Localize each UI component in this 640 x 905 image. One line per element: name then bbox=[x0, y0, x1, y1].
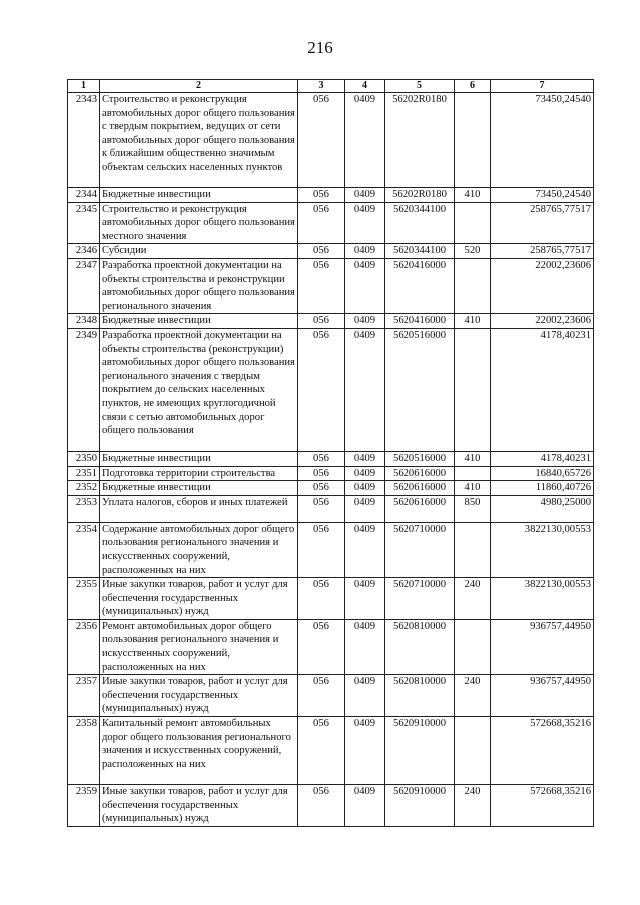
table-row bbox=[68, 717, 594, 785]
table-row bbox=[68, 495, 594, 522]
row-section-code: 0409 bbox=[345, 258, 385, 313]
row-section-code: 0409 bbox=[345, 314, 385, 329]
row-expense-type: 240 bbox=[455, 785, 491, 827]
row-name: Бюджетные инвестиции bbox=[100, 188, 298, 203]
row-section-code: 0409 bbox=[345, 451, 385, 466]
row-expense-type bbox=[455, 619, 491, 674]
row-number: 2346 bbox=[68, 244, 100, 259]
row-target-code: 5620910000 bbox=[385, 717, 455, 785]
row-target-code: 5620516000 bbox=[385, 451, 455, 466]
row-name: Ремонт автомобильных дорог общего пользования регионального значения и искусственных сооружений, расположенных на них bbox=[100, 619, 298, 674]
row-target-code: 5620810000 bbox=[385, 619, 455, 674]
row-target-code: 5620344100 bbox=[385, 202, 455, 244]
row-section-code: 0409 bbox=[345, 785, 385, 827]
table-row bbox=[68, 451, 594, 466]
row-number: 2354 bbox=[68, 522, 100, 577]
row-expense-type: 410 bbox=[455, 451, 491, 466]
row-amount: 22002,23606 bbox=[491, 258, 594, 313]
row-expense-type bbox=[455, 717, 491, 785]
row-number: 2348 bbox=[68, 314, 100, 329]
row-admin-code: 056 bbox=[298, 495, 345, 522]
row-amount: 3822130,00553 bbox=[491, 578, 594, 620]
row-number: 2347 bbox=[68, 258, 100, 313]
row-name: Уплата налогов, сборов и иных платежей bbox=[100, 495, 298, 522]
row-number: 2351 bbox=[68, 466, 100, 481]
row-number: 2357 bbox=[68, 675, 100, 717]
row-name: Бюджетные инвестиции bbox=[100, 451, 298, 466]
row-expense-type: 410 bbox=[455, 188, 491, 203]
row-amount: 3822130,00553 bbox=[491, 522, 594, 577]
row-amount: 22002,23606 bbox=[491, 314, 594, 329]
row-name: Разработка проектной документации на объекты строительства и реконструкции автомобильных дорог общего пользования регионального значения bbox=[100, 258, 298, 313]
row-admin-code: 056 bbox=[298, 466, 345, 481]
row-section-code: 0409 bbox=[345, 328, 385, 451]
row-name: Строительство и реконструкция автомобильных дорог общего пользования с твердым покрытием, ведущих от сети автомобильных дорог общего пользования к ближайшим общественно значимым объектам сельских населенных пунктов bbox=[100, 93, 298, 188]
budget-table bbox=[67, 79, 594, 827]
table-row bbox=[68, 93, 594, 188]
row-amount: 4980,25000 bbox=[491, 495, 594, 522]
row-name: Иные закупки товаров, работ и услуг для обеспечения государственных (муниципальных) нужд bbox=[100, 578, 298, 620]
row-admin-code: 056 bbox=[298, 244, 345, 259]
row-amount: 258765,77517 bbox=[491, 202, 594, 244]
row-expense-type: 410 bbox=[455, 314, 491, 329]
table-row bbox=[68, 202, 594, 244]
row-admin-code: 056 bbox=[298, 717, 345, 785]
table-row bbox=[68, 785, 594, 827]
row-target-code: 56202R0180 bbox=[385, 188, 455, 203]
table-row bbox=[68, 188, 594, 203]
row-admin-code: 056 bbox=[298, 578, 345, 620]
column-header: 6 bbox=[455, 80, 491, 93]
row-name: Капитальный ремонт автомобильных дорог общего пользования регионального значения и искусственных сооружений, расположенных на них bbox=[100, 717, 298, 785]
row-target-code: 5620616000 bbox=[385, 466, 455, 481]
row-target-code: 5620710000 bbox=[385, 522, 455, 577]
row-expense-type bbox=[455, 202, 491, 244]
table-row bbox=[68, 466, 594, 481]
row-expense-type bbox=[455, 466, 491, 481]
row-expense-type bbox=[455, 522, 491, 577]
row-number: 2353 bbox=[68, 495, 100, 522]
row-admin-code: 056 bbox=[298, 451, 345, 466]
row-amount: 73450,24540 bbox=[491, 93, 594, 188]
row-expense-type: 410 bbox=[455, 481, 491, 496]
row-expense-type: 240 bbox=[455, 578, 491, 620]
row-target-code: 5620516000 bbox=[385, 328, 455, 451]
row-number: 2352 bbox=[68, 481, 100, 496]
row-name: Иные закупки товаров, работ и услуг для обеспечения государственных (муниципальных) нужд bbox=[100, 675, 298, 717]
row-number: 2356 bbox=[68, 619, 100, 674]
row-name: Разработка проектной документации на объекты строительства (реконструкции) автомобильных дорог общего пользования регионального значения с твердым покрытием до сельских населенных пунктов, не имеющих круглогодичной связи с сетью автомобильных дорог общего пользования bbox=[100, 328, 298, 451]
row-admin-code: 056 bbox=[298, 202, 345, 244]
row-expense-type bbox=[455, 328, 491, 451]
row-target-code: 5620344100 bbox=[385, 244, 455, 259]
table-row bbox=[68, 481, 594, 496]
row-number: 2359 bbox=[68, 785, 100, 827]
row-expense-type: 520 bbox=[455, 244, 491, 259]
row-section-code: 0409 bbox=[345, 244, 385, 259]
row-admin-code: 056 bbox=[298, 93, 345, 188]
row-expense-type: 850 bbox=[455, 495, 491, 522]
row-name: Субсидии bbox=[100, 244, 298, 259]
row-target-code: 56202R0180 bbox=[385, 93, 455, 188]
row-section-code: 0409 bbox=[345, 466, 385, 481]
row-amount: 572668,35216 bbox=[491, 785, 594, 827]
row-target-code: 5620616000 bbox=[385, 481, 455, 496]
row-section-code: 0409 bbox=[345, 481, 385, 496]
row-amount: 4178,40231 bbox=[491, 328, 594, 451]
table-row bbox=[68, 328, 594, 451]
row-admin-code: 056 bbox=[298, 675, 345, 717]
row-target-code: 5620710000 bbox=[385, 578, 455, 620]
row-amount: 258765,77517 bbox=[491, 244, 594, 259]
page-number: 216 bbox=[307, 38, 333, 57]
row-admin-code: 056 bbox=[298, 481, 345, 496]
row-admin-code: 056 bbox=[298, 785, 345, 827]
row-amount: 936757,44950 bbox=[491, 619, 594, 674]
table-row bbox=[68, 258, 594, 313]
row-target-code: 5620810000 bbox=[385, 675, 455, 717]
row-target-code: 5620416000 bbox=[385, 258, 455, 313]
row-section-code: 0409 bbox=[345, 578, 385, 620]
row-target-code: 5620416000 bbox=[385, 314, 455, 329]
row-target-code: 5620910000 bbox=[385, 785, 455, 827]
row-name: Бюджетные инвестиции bbox=[100, 481, 298, 496]
row-admin-code: 056 bbox=[298, 328, 345, 451]
table-row bbox=[68, 522, 594, 577]
column-header: 7 bbox=[491, 80, 594, 93]
column-header: 3 bbox=[298, 80, 345, 93]
table-row bbox=[68, 314, 594, 329]
row-number: 2349 bbox=[68, 328, 100, 451]
row-admin-code: 056 bbox=[298, 522, 345, 577]
row-section-code: 0409 bbox=[345, 188, 385, 203]
row-expense-type: 240 bbox=[455, 675, 491, 717]
table-row bbox=[68, 619, 594, 674]
table-body bbox=[68, 93, 594, 827]
row-section-code: 0409 bbox=[345, 93, 385, 188]
header-row bbox=[68, 80, 594, 93]
row-name: Строительство и реконструкция автомобильных дорог общего пользования местного значения bbox=[100, 202, 298, 244]
row-amount: 16840,65726 bbox=[491, 466, 594, 481]
row-admin-code: 056 bbox=[298, 314, 345, 329]
row-amount: 73450,24540 bbox=[491, 188, 594, 203]
row-number: 2344 bbox=[68, 188, 100, 203]
row-section-code: 0409 bbox=[345, 522, 385, 577]
column-header: 2 bbox=[100, 80, 298, 93]
row-number: 2343 bbox=[68, 93, 100, 188]
table-row bbox=[68, 675, 594, 717]
row-expense-type bbox=[455, 93, 491, 188]
row-section-code: 0409 bbox=[345, 619, 385, 674]
row-name: Содержание автомобильных дорог общего пользования регионального значения и искусственных сооружений, расположенных на них bbox=[100, 522, 298, 577]
row-admin-code: 056 bbox=[298, 188, 345, 203]
row-target-code: 5620616000 bbox=[385, 495, 455, 522]
row-section-code: 0409 bbox=[345, 675, 385, 717]
row-name: Подготовка территории строительства bbox=[100, 466, 298, 481]
row-number: 2345 bbox=[68, 202, 100, 244]
row-expense-type bbox=[455, 258, 491, 313]
row-section-code: 0409 bbox=[345, 495, 385, 522]
row-amount: 572668,35216 bbox=[491, 717, 594, 785]
row-amount: 936757,44950 bbox=[491, 675, 594, 717]
table-row bbox=[68, 578, 594, 620]
table-row bbox=[68, 244, 594, 259]
row-name: Бюджетные инвестиции bbox=[100, 314, 298, 329]
column-header: 5 bbox=[385, 80, 455, 93]
column-header: 4 bbox=[345, 80, 385, 93]
row-admin-code: 056 bbox=[298, 258, 345, 313]
column-header: 1 bbox=[68, 80, 100, 93]
row-section-code: 0409 bbox=[345, 202, 385, 244]
row-number: 2358 bbox=[68, 717, 100, 785]
row-section-code: 0409 bbox=[345, 717, 385, 785]
row-admin-code: 056 bbox=[298, 619, 345, 674]
row-number: 2350 bbox=[68, 451, 100, 466]
row-amount: 4178,40231 bbox=[491, 451, 594, 466]
row-name: Иные закупки товаров, работ и услуг для обеспечения государственных (муниципальных) нужд bbox=[100, 785, 298, 827]
row-amount: 11860,40726 bbox=[491, 481, 594, 496]
row-number: 2355 bbox=[68, 578, 100, 620]
